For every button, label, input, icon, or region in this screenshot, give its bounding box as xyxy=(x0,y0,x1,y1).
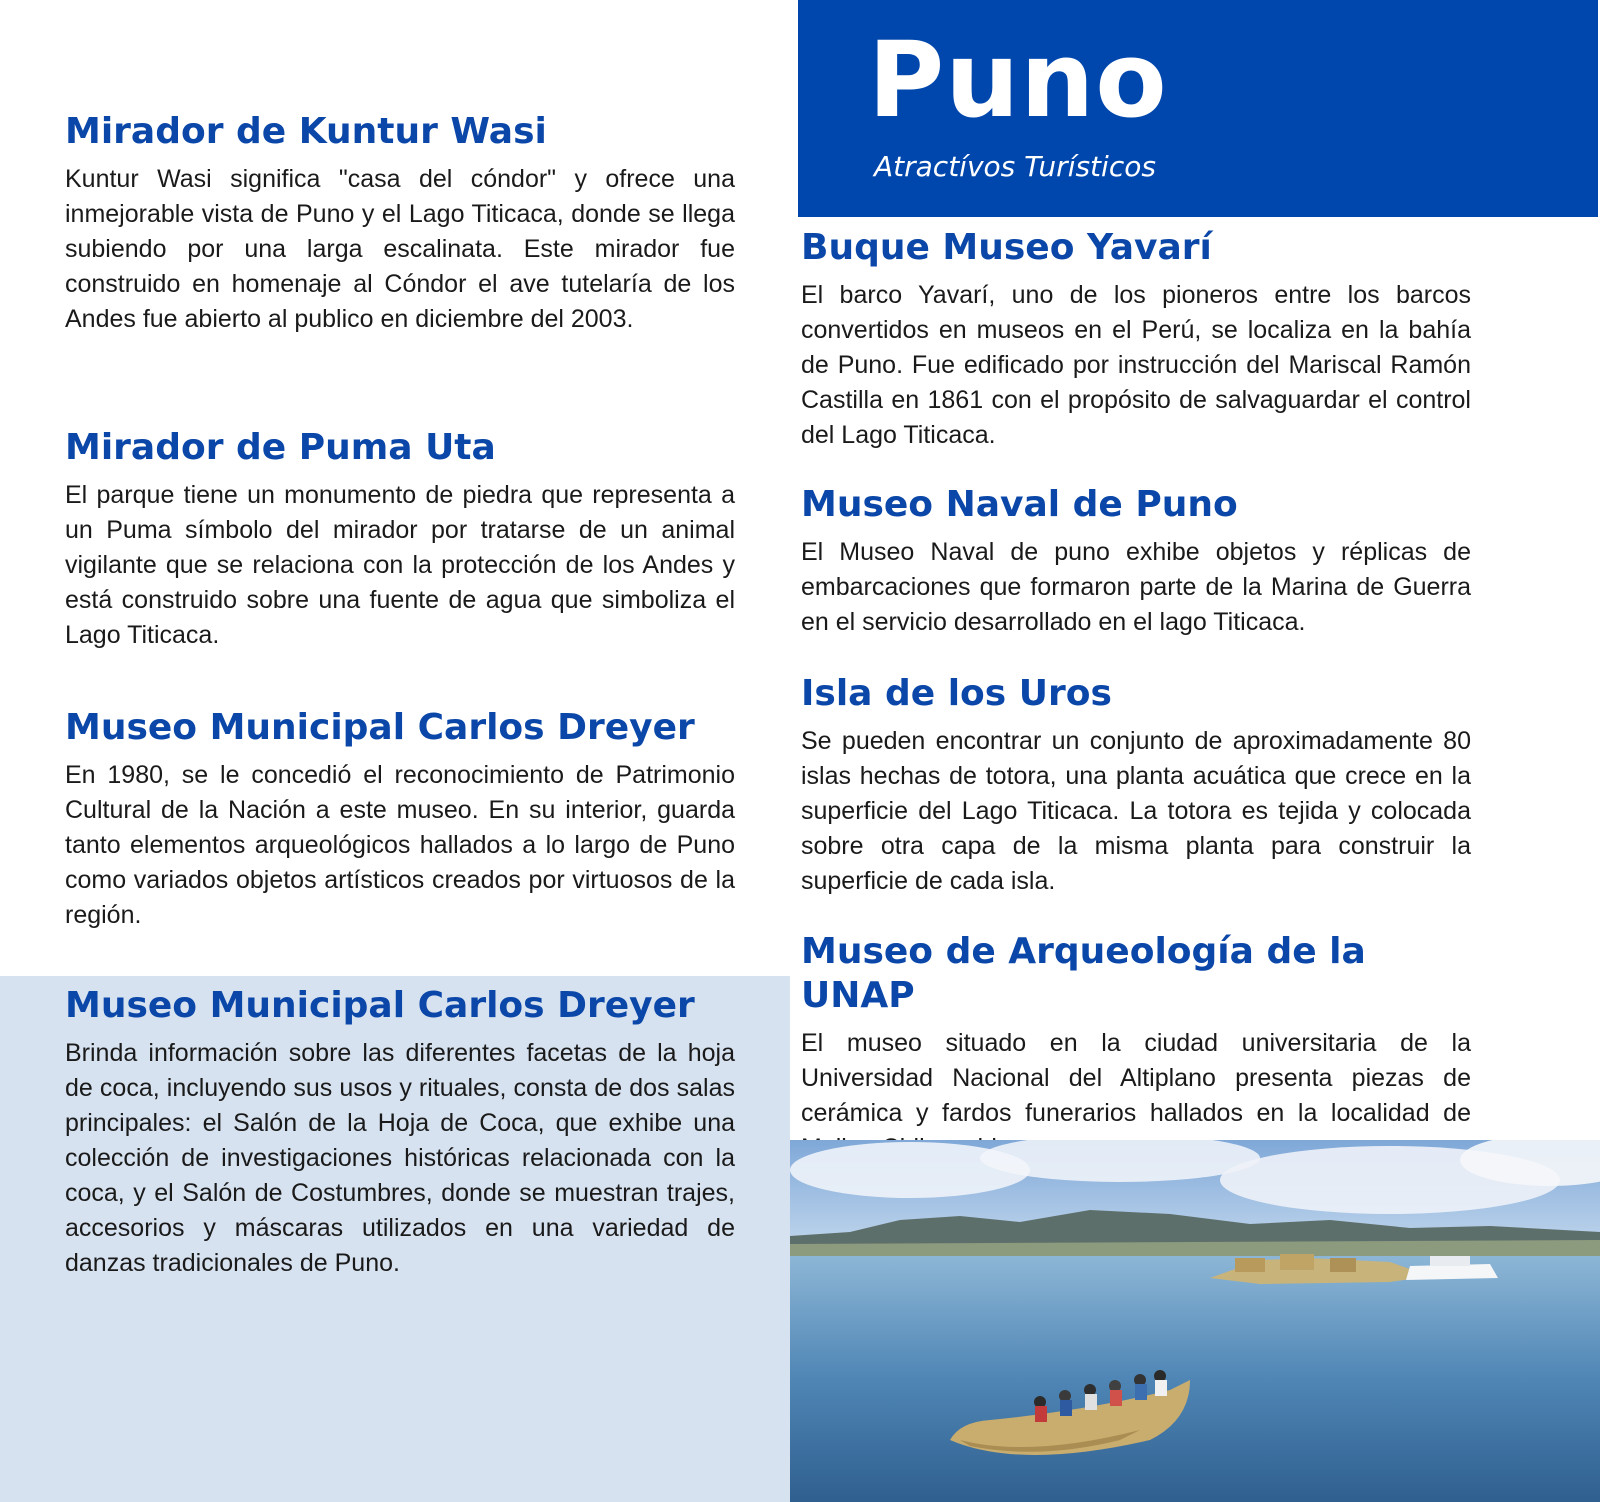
section-body: En 1980, se le concedió el reconocimiento de Patrimonio Cultural de la Nación a este museo. En su interior, guarda tanto elementos arqueológicos hallados a lo largo de Puno como variados objetos artísticos creados por virtuosos de la región. xyxy=(65,761,735,929)
section-title: Museo Municipal Carlos Dreyer xyxy=(65,985,695,1026)
section-title: Museo Naval de Puno xyxy=(801,484,1238,525)
section-title: Museo de Arqueología de la UNAP xyxy=(801,931,1366,1016)
section-coca-museum xyxy=(65,984,735,1281)
section-body: El parque tiene un monumento de piedra que representa a un Puma símbolo del mirador por tratarse de un animal vigilante que se relaciona con la protección de los Andes y está construido sobre una fuente de agua que simboliza el Lago Titicaca. xyxy=(65,481,735,649)
section-uros xyxy=(801,672,1471,899)
section-title: Museo Municipal Carlos Dreyer xyxy=(65,707,695,748)
section-title: Isla de los Uros xyxy=(801,673,1112,714)
section-yavari xyxy=(801,226,1471,453)
section-body: Se pueden encontrar un conjunto de aproximadamente 80 islas hechas de totora, una planta acuática que crece en la superficie del Lago Titicaca. La totora es tejida y colocada sobre otra capa de la misma planta para construir la superficie de cada isla. xyxy=(801,727,1471,895)
section-naval-museum xyxy=(801,483,1471,640)
section-title: Mirador de Kuntur Wasi xyxy=(65,111,547,152)
section-title: Buque Museo Yavarí xyxy=(801,227,1212,268)
section-body: Kuntur Wasi significa "casa del cóndor" y ofrece una inmejorable vista de Puno y el Lago Titicaca, donde se llega subiendo por una larga escalinata. Este mirador fue construido en homenaje al Cóndor el ave tutelaría de los Andes fue abierto al publico en diciembre del 2003. xyxy=(65,165,735,333)
section-body: El Museo Naval de puno exhibe objetos y réplicas de embarcaciones que formaron parte de la Marina de Guerra en el servicio desarrollado en el lago Titicaca. xyxy=(801,538,1471,636)
section-unap-museum xyxy=(801,930,1471,1166)
section-title: Mirador de Puma Uta xyxy=(65,427,496,468)
header-banner xyxy=(798,0,1598,217)
section-body: Brinda información sobre las diferentes facetas de la hoja de coca, incluyendo sus usos y rituales, consta de dos salas principales: el Salón de la Hoja de Coca, que exhibe una colección de investigaciones históricas relacionada con la coca, y el Salón de Costumbres, donde se muestran trajes, accesorios y máscaras utilizados en una variedad de danzas tradicionales de Puno. xyxy=(65,1039,735,1277)
section-body: El museo situado en la ciudad universitaria de la Universidad Nacional del Altiplano presenta piezas de cerámica y fardos funerarios hallados en la localidad de xyxy=(801,1029,1471,1127)
brand-subtitle: Atractívos Turísticos xyxy=(874,150,1156,183)
brand-title: Puno xyxy=(868,19,1168,141)
section-kuntur-wasi xyxy=(65,110,735,337)
section-body: El barco Yavarí, uno de los pioneros entre los barcos convertidos en museos en el Perú, se localiza en la bahía de Puno. Fue edificado por instrucción del Mariscal Ramón Castilla en 1861 con el propósito de salvaguardar el control del Lago Titicaca. xyxy=(801,281,1471,449)
section-puma-uta xyxy=(65,426,735,653)
section-carlos-dreyer xyxy=(65,706,735,933)
lake-titicaca-photo xyxy=(790,1140,1600,1502)
